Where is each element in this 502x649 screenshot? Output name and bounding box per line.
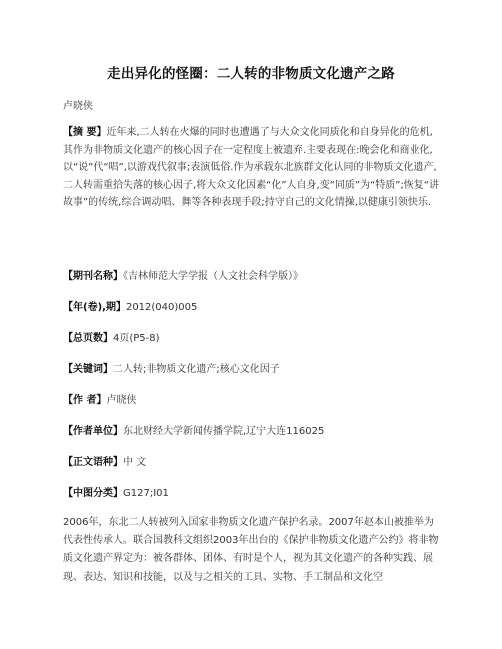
- field-value: 中 文: [123, 457, 147, 468]
- abstract-text: 近年来,二人转在火爆的同时也遭遇了与大众文化同质化和自身异化的危机,其作为非物质文化遗产的核心因子在一定程度上被遗弃.主要表现在:晚会化和商业化,以“说”代“唱”,以游戏代叙事;表演低俗.作为承载东北族群文化认同的非物质文化遗产,二人转需重拾失落的核心因子,将大众文化因素“化”人自身,变“同质”为“特质”;恢复“讲故事”的传统,综合调动唱、舞等各种表现手段;持守自己的文化情操,以健康引领快乐.: [63, 127, 439, 209]
- field-label: 【总页数】: [63, 333, 113, 344]
- field-classification: [63, 484, 169, 499]
- field-value: 《吉林师范大学学报（人文社会科学版）》: [123, 271, 303, 282]
- field-keywords: [63, 360, 280, 375]
- field-total-pages: [63, 329, 160, 344]
- field-label: 【正文语种】: [63, 457, 123, 468]
- field-label: 【关键词】: [63, 364, 113, 375]
- body-paragraph: 2006年，东北二人转被列入国家非物质文化遗产保护名录。2007年赵本山被推举为代表性传承人。联合国教科文组织2003年出台的《保护非物质文化遗产公约》将非物质文化遗产界定为：被各群体、团体、有时是个人，视为其文化遗产的各种实践、展现、表达、知识和技能，以及与之相关的工具、实物、手工制品和文化空: [63, 517, 439, 583]
- field-value: 4页(P5-8): [113, 333, 160, 344]
- field-value: 二人转;非物质文化遗产;核心文化因子: [113, 364, 280, 375]
- document-author: 卢晓侠: [63, 101, 93, 112]
- field-value: G127;I01: [123, 488, 169, 499]
- field-label: 【中图分类】: [63, 488, 123, 499]
- field-language: [63, 453, 146, 468]
- field-label: 【作 者】: [63, 395, 107, 406]
- abstract-label: 【摘 要】: [63, 127, 107, 138]
- field-year-volume-issue: [63, 298, 197, 313]
- abstract-block: [63, 124, 439, 212]
- field-label: 【作者单位】: [63, 426, 123, 437]
- document-title: 走出异化的怪圈：二人转的非物质文化遗产之路: [107, 66, 395, 82]
- field-journal-name: [63, 267, 303, 282]
- field-value: 东北财经大学新闻传播学院,辽宁大连116025: [123, 426, 325, 437]
- field-value: 卢晓侠: [106, 395, 137, 406]
- field-label: 【年(卷),期】: [63, 302, 126, 313]
- field-value: 2012(040)005: [125, 302, 198, 313]
- field-author: [63, 391, 136, 406]
- field-label: 【期刊名称】: [63, 271, 123, 282]
- field-author-affiliation: [63, 422, 324, 437]
